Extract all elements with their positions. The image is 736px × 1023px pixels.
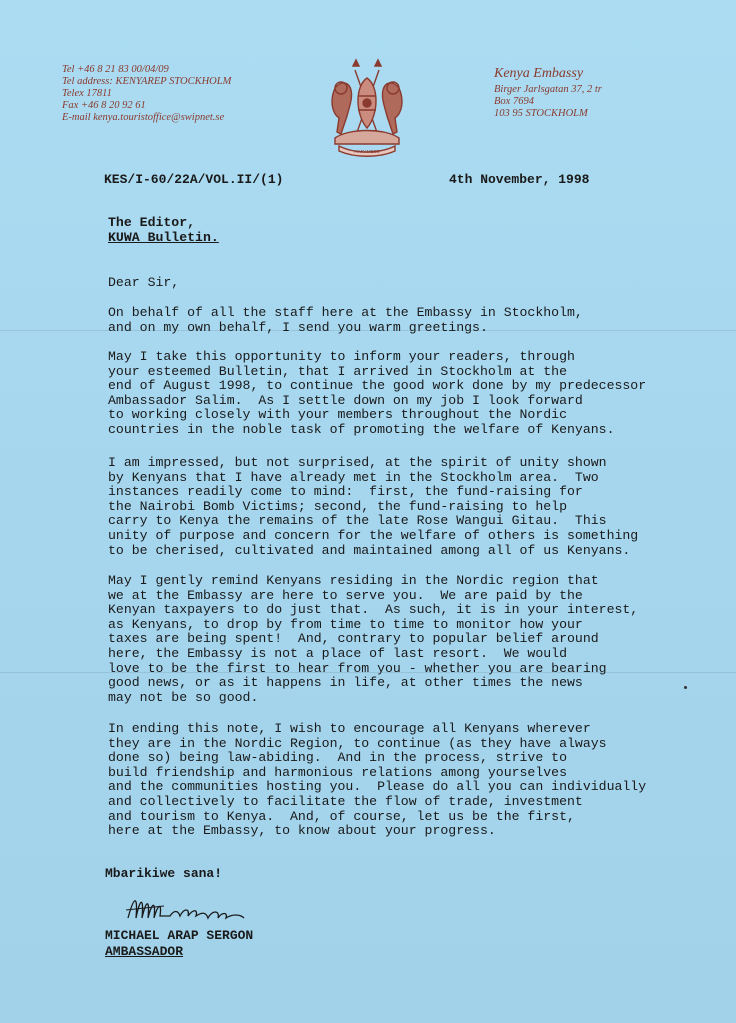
kenya-coat-of-arms-icon (325, 58, 409, 158)
letterhead-fax: Fax +46 8 20 92 61 (62, 100, 146, 111)
letterhead-postcode: 103 95 STOCKHOLM (494, 108, 588, 119)
paragraph-closing-note: In ending this note, I wish to encourage all Kenyans wherever they are in the Nordic Region, to continue (as they have always done so) being law-abiding. And in the process, strive to build friendship and harmonious relations among yourselves and the communities hosting you. Please do all you can individually and collectively to facilitate the flow of trade, investment and tourism to Kenya. And, of course, let us be the first, here at the Embassy, to know about your progress. (108, 721, 647, 839)
letter-date: 4th November, 1998 (449, 172, 590, 187)
letterhead-email: E-mail kenya.touristoffice@swipnet.se (62, 112, 225, 123)
embassy-name: Kenya Embassy (494, 66, 584, 81)
letterhead-telex: Telex 17811 (62, 88, 112, 99)
letterhead-box: Box 7694 (494, 96, 534, 107)
letterhead-contact (62, 64, 231, 124)
paragraph-greetings: On behalf of all the staff here at the Embassy in Stockholm, and on my own behalf, I send you warm greetings. (108, 305, 583, 335)
paragraph-unity: I am impressed, but not surprised, at the spirit of unity shown by Kenyans that I have already met in the Stockholm area. Two instances readily come to mind: first, the fund-raising for the Nairobi Bomb Victims; second, the fund-raising to help carry to Kenya the remains of the late Rose Wangui Gitau. This unity of purpose and concern for the welfare of others is something to be cherised, cultivated and maintained among all of us Kenyans. (108, 455, 639, 558)
handwritten-signature (124, 888, 264, 928)
closing-phrase: Mbarikiwe sana! (105, 866, 223, 881)
salutation: Dear Sir, (108, 275, 180, 290)
paragraph-reminder: May I gently remind Kenyans residing in the Nordic region that we at the Embassy are here to serve you. We are paid by the Kenyan taxpayers to do just that. As such, it is in your interest, as Kenyans, to drop by from time to time to monitor how your taxes are being spent! And, contrary to popular belief around here, the Embassy is not a place of last resort. We would love to be the first to hear from you - whether you are bearing good news, or as it happens in life, at other times the news may not be so good. (108, 573, 639, 705)
reference-number: KES/I-60/22A/VOL.II/(1) (104, 172, 284, 187)
letterhead-tel: Tel +46 8 21 83 00/04/09 (62, 64, 169, 75)
addressee-line: The Editor, (108, 215, 196, 230)
letterhead-address (494, 66, 602, 120)
signatory-title: AMBASSADOR (105, 944, 184, 959)
paper-speck (684, 686, 687, 689)
addressee-publication: KUWA Bulletin. (108, 229, 219, 245)
paragraph-arrival: May I take this opportunity to inform your readers, through your esteemed Bulletin, that I arrived in Stockholm at the end of August 1998, to continue the good work done by my predecessor Ambassador Salim. As I settle down on my job I look forward to working closely with your members throughout the Nordic countries in the noble task of promoting the welfare of Kenyans. (108, 349, 647, 437)
signatory-name: MICHAEL ARAP SERGON (105, 928, 254, 943)
signatory (105, 928, 253, 960)
crest-motto: HARAMBEE (354, 149, 380, 154)
letterhead-tel-address: Tel address: KENYAREP STOCKHOLM (62, 76, 232, 87)
letterhead-street: Birger Jarlsgatan 37, 2 tr (494, 84, 602, 95)
addressee (108, 216, 219, 245)
